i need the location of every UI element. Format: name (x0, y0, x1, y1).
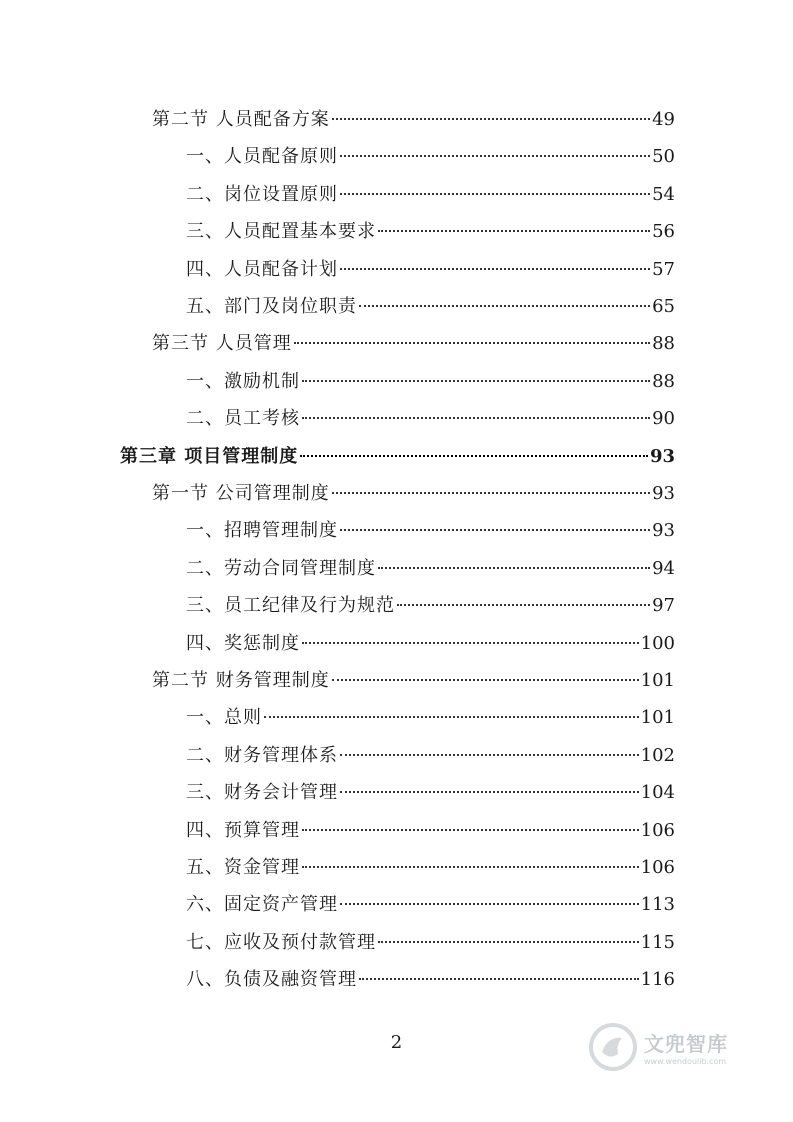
toc-entry-title: 三、人员配置基本要求 (186, 221, 376, 243)
toc-entry-title: 第二节 财务管理制度 (152, 670, 330, 691)
toc-entry[interactable] (186, 258, 675, 282)
toc-leader-dots (302, 828, 639, 831)
toc-leader-dots (332, 117, 650, 120)
toc-entry-page: 100 (640, 632, 675, 654)
toc-entry-title: 三、员工纪律及行为规范 (186, 595, 395, 617)
toc-leader-dots (302, 865, 639, 868)
toc-entry-title: 一、人员配备原则 (186, 146, 338, 168)
toc-leader-dots (302, 379, 650, 382)
watermark-title: 文兜智库 (644, 1032, 728, 1056)
toc-entry-title: 二、劳动合同管理制度 (186, 557, 376, 579)
toc-entry[interactable] (186, 781, 675, 805)
toc-leader-dots (340, 753, 639, 756)
toc-entry-page: 115 (640, 931, 675, 953)
toc-entry[interactable] (186, 220, 675, 244)
toc-entry-title: 四、预算管理 (186, 819, 300, 841)
toc-entry-page: 106 (640, 857, 675, 878)
toc-entry[interactable] (186, 931, 675, 955)
toc-entry[interactable] (186, 706, 675, 730)
toc-entry[interactable] (186, 632, 675, 656)
toc-leader-dots (378, 566, 650, 569)
toc-leader-dots (397, 603, 650, 606)
toc-entry-title: 二、财务管理体系 (186, 744, 338, 766)
toc-entry-title: 一、招聘管理制度 (186, 520, 338, 542)
toc-leader-dots (359, 977, 639, 980)
toc-leader-dots (378, 229, 650, 232)
toc-leader-dots (340, 790, 639, 793)
toc-entry[interactable] (120, 445, 675, 469)
toc-entry-title: 七、应收及预付款管理 (186, 931, 376, 953)
toc-entry-page: 101 (640, 707, 675, 729)
toc-entry-page: 102 (640, 744, 675, 766)
toc-entry[interactable] (186, 893, 675, 917)
toc-entry-title: 一、激励机制 (186, 370, 300, 392)
toc-entry[interactable] (186, 557, 675, 581)
toc-entry-page: 54 (652, 183, 675, 205)
toc-entry-title: 四、人员配备计划 (186, 258, 338, 280)
toc-entry[interactable] (186, 295, 675, 319)
toc-entry-title: 五、资金管理 (186, 857, 300, 878)
toc-entry-page: 116 (640, 969, 675, 991)
toc-entry[interactable] (186, 856, 675, 880)
toc-entry[interactable] (186, 145, 675, 169)
toc-entry-page: 93 (652, 483, 675, 504)
toc-entry-title: 五、部门及岗位职责 (186, 296, 357, 317)
toc-entry-title: 八、负债及融资管理 (186, 969, 357, 991)
watermark-logo-icon (588, 1022, 638, 1072)
toc-entry-page: 65 (652, 296, 675, 317)
toc-leader-dots (340, 267, 650, 270)
toc-entry-title: 六、固定资产管理 (186, 894, 338, 916)
toc-entry-title: 二、岗位设置原则 (186, 183, 338, 205)
toc-entry-page: 113 (640, 894, 675, 916)
toc-entry-page: 49 (652, 109, 675, 130)
watermark (588, 1020, 758, 1074)
toc-leader-dots (340, 528, 650, 531)
toc-entry-page: 93 (652, 520, 675, 542)
toc-entry-title: 四、奖惩制度 (186, 632, 300, 654)
toc-entry[interactable] (186, 407, 675, 431)
toc-entry-title: 二、员工考核 (186, 408, 300, 430)
toc-leader-dots (302, 416, 650, 419)
toc-leader-dots (340, 192, 650, 195)
toc-entry[interactable] (186, 819, 675, 843)
toc-entry-page: 88 (652, 370, 675, 392)
toc-entry-title: 一、总则 (186, 707, 262, 729)
toc-leader-dots (378, 940, 639, 943)
toc-leader-dots (340, 902, 639, 905)
toc-entry[interactable] (186, 370, 675, 394)
toc-entry-page: 88 (652, 333, 675, 355)
toc-entry[interactable] (186, 183, 675, 207)
toc-entry-page: 90 (652, 408, 675, 430)
watermark-url: www.wendoulib.com (644, 1057, 727, 1066)
toc-leader-dots (332, 678, 639, 681)
toc-entry[interactable] (152, 669, 675, 693)
page-number: 2 (390, 1032, 403, 1053)
toc-leader-dots (340, 154, 650, 157)
toc-leader-dots (300, 454, 648, 457)
toc-leader-dots (332, 491, 650, 494)
toc-entry-title: 第二节 人员配备方案 (152, 109, 330, 130)
toc-entry[interactable] (186, 519, 675, 543)
toc-entry-page: 97 (652, 595, 675, 617)
toc-entry[interactable] (186, 968, 675, 992)
toc-entry-page: 101 (640, 670, 675, 691)
toc-leader-dots (302, 641, 639, 644)
toc-leader-dots (264, 715, 639, 718)
toc-entry-page: 104 (640, 782, 675, 804)
toc-entry[interactable] (152, 332, 675, 356)
toc-leader-dots (359, 304, 650, 307)
toc-entry[interactable] (186, 594, 675, 618)
toc-entry[interactable] (152, 482, 675, 506)
toc-entry-title: 第一节 公司管理制度 (152, 483, 330, 504)
toc-entry-title: 第三章 项目管理制度 (120, 445, 299, 467)
toc-entry-page: 56 (652, 221, 675, 243)
toc-leader-dots (294, 341, 650, 344)
toc-entry-page: 50 (652, 146, 675, 168)
toc-entry-title: 第三节 人员管理 (152, 333, 292, 355)
toc-entry-page: 57 (652, 258, 675, 280)
toc-entry-page: 106 (640, 819, 675, 841)
toc-entry-page: 93 (649, 445, 675, 467)
toc-entry[interactable] (186, 744, 675, 768)
toc-entry[interactable] (152, 108, 675, 132)
toc-entry-page: 94 (652, 557, 675, 579)
toc-entry-title: 三、财务会计管理 (186, 782, 338, 804)
